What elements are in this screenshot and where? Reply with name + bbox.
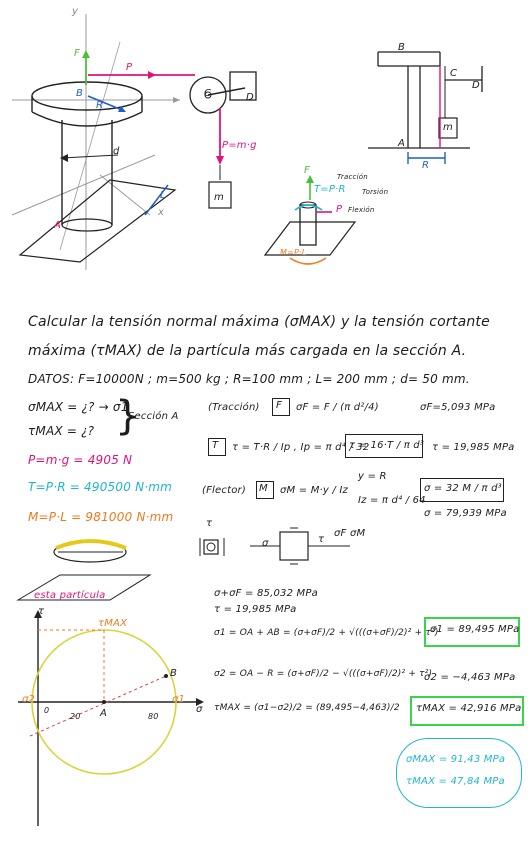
load-t: T=P·R = 490500 N·mm xyxy=(28,480,173,494)
particle-tau-sym: τ xyxy=(318,534,325,545)
axis-x-label: x xyxy=(158,207,165,218)
particle-sigma-m: σM xyxy=(350,528,366,539)
result-sum: σ+σF = 85,032 MPa xyxy=(214,588,318,599)
result-sigma2-eq: σ2 = OA − R = (σ+σF)/2 − √(((σ+σF)/2)² + τ²) xyxy=(214,669,433,679)
sigma-m-value: σ = 79,939 MPa xyxy=(424,508,507,519)
result-taumax: τMAX = 42,916 MPa xyxy=(416,703,522,714)
result-sigma1-eq: σ1 = OA + AB = (σ+σF)/2 + √(((σ+σF)/2)² + τ²) xyxy=(214,628,439,638)
tr-r-label: R xyxy=(422,160,430,171)
pulley-c-label: C xyxy=(204,88,212,99)
mid-f-label: F xyxy=(304,165,310,176)
tr-a-label: A xyxy=(398,138,406,149)
sigma-f-value: σF=5,093 MPa xyxy=(420,402,496,413)
particle-sigma-f: σF xyxy=(334,528,347,539)
radius-r-label: R xyxy=(96,100,104,111)
particle-label: esta partícula xyxy=(34,590,106,601)
mohr-sigma-1: σ1 xyxy=(172,694,186,705)
unknown-section: Sección A xyxy=(128,411,179,422)
t-box-label: T xyxy=(212,440,219,451)
result-tau: τ = 19,985 MPa xyxy=(214,604,297,615)
unknown-brace: } xyxy=(115,393,141,439)
result-taumax-eq: τMAX = (σ1−σ2)/2 = (89,495−4,463)/2 xyxy=(214,703,400,713)
mid-flexion-label: Flexión xyxy=(348,206,375,214)
mid-t-label: T=P·R xyxy=(314,184,346,195)
flector-eq: σM = M·y / Iz xyxy=(280,485,348,496)
mohr-tick-20: 20 xyxy=(70,712,81,721)
mohr-point-a: A xyxy=(100,708,108,719)
load-p: P=m·g = 4905 N xyxy=(28,453,133,467)
mid-p-label: P xyxy=(336,204,343,215)
unknown-sigma: σMAX = ¿? → σ1 xyxy=(28,400,129,414)
load-m: M=P·L = 981000 N·mm xyxy=(28,510,174,524)
torsion-box-eq: τ = 16·T / π d³ xyxy=(349,440,425,451)
mohr-tau-max: τMAX xyxy=(98,618,128,629)
particle-tau-label: τ xyxy=(206,518,213,529)
column-3d-diagram xyxy=(0,0,528,300)
tr-d-label: D xyxy=(472,80,480,91)
weight-eq-label: P=m·g xyxy=(222,140,257,151)
diameter-d-label: d xyxy=(113,146,120,157)
unknown-tau: τMAX = ¿? xyxy=(28,424,95,438)
result-sigma2: σ2 = −4,463 MPa xyxy=(424,672,516,683)
mohr-tau-axis: τ xyxy=(38,606,45,617)
flector-box-eq: σ = 32 M / π d³ xyxy=(424,483,502,494)
cloud-tau: τMAX = 47,84 MPa xyxy=(406,776,505,787)
result-sigma1: σ1 = 89,495 MPa xyxy=(430,624,520,635)
axis-y-label: y xyxy=(72,6,79,17)
mid-traccion-label: Tracción xyxy=(337,173,368,181)
flector-sys1: y = R xyxy=(358,471,387,482)
traccion-eq: σF = F / (π d²/4) xyxy=(296,402,379,413)
tr-b-label: B xyxy=(398,42,406,53)
mohr-tick-0: 0 xyxy=(44,706,50,715)
mass-label: m xyxy=(214,192,224,203)
cloud-sigma: σMAX = 91,43 MPa xyxy=(406,754,506,765)
traccion-label: (Tracción) xyxy=(208,402,260,413)
mid-torsion-label: Torsión xyxy=(362,188,389,196)
tr-mass-label: m xyxy=(443,122,453,133)
length-l-label: L xyxy=(160,190,166,201)
statement-line2: máxima (τMAX) de la partícula más cargada en la sección A. xyxy=(28,343,467,359)
point-a-label: A xyxy=(54,220,62,231)
force-p-label: P xyxy=(126,62,133,73)
torsion-eq: τ = T·R / Ip , Ip = π d⁴ / 32 xyxy=(232,442,370,453)
mohr-tick-80: 80 xyxy=(148,712,159,721)
tau-value: τ = 19,985 MPa xyxy=(432,442,515,453)
statement-line1: Calcular la tensión normal máxima (σMAX) y la tensión cortante xyxy=(28,314,490,330)
mohr-sigma-axis: σ xyxy=(196,704,203,715)
mohr-sigma-2: σ2 xyxy=(22,694,36,705)
particle-sigma: σ xyxy=(262,538,269,549)
force-f-label: F xyxy=(74,48,80,59)
m-box-label: M xyxy=(259,483,268,494)
particle-disk xyxy=(28,534,188,594)
statement-datos: DATOS: F=10000N ; m=500 kg ; R=100 mm ; L= 200 mm ; d= 50 mm. xyxy=(28,372,470,386)
point-b-label: B xyxy=(76,88,84,99)
mid-moment-label: M=P·L xyxy=(280,248,307,257)
cloud-bubble xyxy=(396,738,522,808)
point-d-label: D xyxy=(246,92,254,103)
f-box-label: F xyxy=(276,400,282,411)
flector-sys2: Iz = π d⁴ / 64 xyxy=(358,495,426,506)
flector-label: (Flector) xyxy=(202,485,246,496)
tr-c-label: C xyxy=(450,68,458,79)
mohr-circle xyxy=(10,606,210,836)
mohr-point-b: B xyxy=(170,668,178,679)
